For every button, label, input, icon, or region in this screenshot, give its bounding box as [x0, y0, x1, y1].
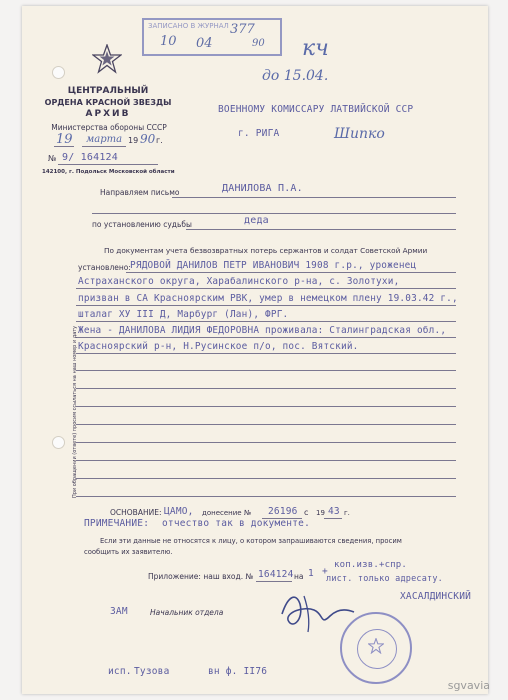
ruled-line: [76, 388, 456, 389]
document-sheet: [22, 6, 488, 694]
sheet-text: лист. только адресату.: [326, 574, 443, 584]
report-year-prefix: 19: [316, 509, 325, 517]
header-date-prefix: 19: [128, 136, 139, 145]
ruled-line: [76, 460, 456, 461]
attachment-number: 164124: [258, 569, 294, 580]
ruled-line: [76, 406, 456, 407]
report-year: 43: [328, 506, 340, 517]
header-archive: АРХИВ: [85, 109, 131, 119]
fate-label: по установлению судьбы: [92, 220, 192, 229]
inform-text: сообщить их заявителю.: [84, 548, 173, 556]
stamp-year: 90: [252, 38, 265, 49]
addressee-line1: ВОЕННОМУ КОМИССАРУ ЛАТВИЙСКОЙ ССР: [218, 104, 414, 115]
handwritten-deadline: до 15.04.: [262, 68, 329, 84]
header-date-day: 19: [56, 132, 73, 147]
body-intro: По документам учета безвозвратных потерь сержантов и солдат Советской Армии: [104, 246, 428, 255]
ruled-line: [76, 370, 456, 371]
header-number-label: №: [48, 154, 57, 163]
stamp-day: 10: [160, 34, 177, 49]
ruled-line: [76, 496, 456, 497]
body-text-line: Астраханского округа, Харабалинского р-на, с. Золотухи,: [78, 276, 400, 287]
report-year-suffix: г.: [344, 509, 350, 517]
header-date-month: марта: [86, 134, 123, 145]
header-date-year: 90: [140, 132, 156, 146]
header-archive-name: ЦЕНТРАЛЬНЫЙ: [67, 86, 149, 96]
chief-name: ХАСАЛДИНСКИЙ: [400, 591, 472, 602]
basis-label: ОСНОВАНИЕ:: [110, 508, 162, 517]
send-label: Направляем письмо: [100, 188, 180, 197]
note-label: ПРИМЕЧАНИЕ:: [84, 518, 150, 529]
report-number: 26196: [268, 506, 298, 517]
official-seal: [340, 612, 412, 684]
body-text-line: призван в СА Красноярским РВК, умер в немецком плену 19.03.42 г.,: [78, 293, 458, 304]
stamp-number: 377: [230, 22, 255, 37]
addressee-line2: г. РИГА: [238, 128, 280, 139]
body-text-line: РЯДОВОЙ ДАНИЛОВ ПЕТР ИВАНОВИЧ 1908 г.р., уроженец: [130, 260, 417, 271]
header-ministry: Министерства обороны СССР: [51, 123, 167, 132]
established-label: установлено:: [78, 263, 131, 272]
deputy-label: ЗАМ: [110, 606, 128, 617]
ruled-line: [76, 442, 456, 443]
red-star-icon: [92, 44, 122, 74]
header-address: 142100, г. Подольск Московской области: [42, 169, 175, 175]
chief-label: Начальник отдела: [150, 608, 224, 617]
registration-stamp: [142, 18, 282, 56]
basis-value: ЦАМО,: [164, 506, 194, 517]
stamp-month: 04: [196, 36, 213, 51]
header-order: ОРДЕНА КРАСНОЙ ЗВЕЗДЫ: [44, 98, 172, 107]
header-number-value: 9/ 164124: [62, 152, 118, 163]
not-related-text: Если эти данные не относятся к лицу, о котором запрашиваются сведения, просим: [100, 537, 402, 545]
body-text-line: шталаг ХУ III Д, Марбург (Лан), ФРГ.: [78, 309, 289, 320]
punch-hole: [52, 66, 65, 79]
stamp-title: ЗАПИСАНО В ЖУРНАЛ: [148, 22, 229, 30]
note-value: отчество так в документе.: [162, 518, 310, 529]
vertical-margin-note: При обращении (ответе) просим ссылаться на наш номер и дату: [72, 325, 78, 498]
body-text-line: Красноярский р-н, Н.Русинское п/о, пос. Вятский.: [78, 341, 359, 352]
performer-label: исп.: [108, 666, 132, 677]
attachment-items: коп.изв.+спр.: [334, 560, 408, 570]
seal-star-icon: [368, 638, 384, 654]
fate-value: деда: [244, 215, 269, 226]
header-date-suffix: г.: [156, 136, 163, 145]
attachment-count: 1: [308, 568, 314, 579]
report-from: с: [304, 508, 309, 517]
punch-hole: [52, 436, 65, 449]
handwritten-margin-note: Шипко: [334, 126, 385, 142]
copy-note: вн ф. II76: [208, 666, 268, 677]
body-text-line: Жена - ДАНИЛОВА ЛИДИЯ ФЕДОРОВНА проживала: Сталинградская обл.,: [78, 325, 447, 336]
ruled-line: [76, 424, 456, 425]
report-label: донесение №: [202, 509, 252, 517]
send-value: ДАНИЛОВА П.А.: [222, 183, 303, 194]
ruled-line: [76, 478, 456, 479]
attachment-label: Приложение: наш вход. №: [148, 572, 254, 581]
attachment-plus: +: [322, 566, 328, 577]
attachment-on: на: [294, 572, 304, 581]
handwritten-resolution: кч: [302, 36, 329, 61]
performer-name: Тузова: [134, 666, 170, 677]
watermark: sgvavia: [447, 679, 490, 692]
